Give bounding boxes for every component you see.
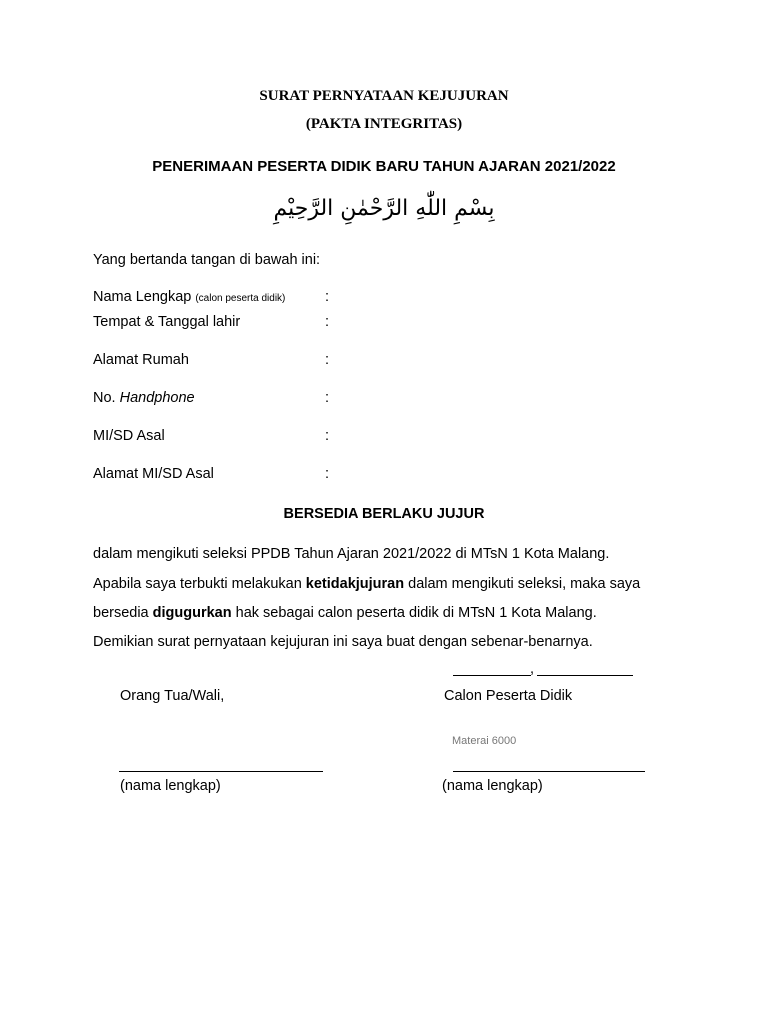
text-span: bersedia: [93, 605, 153, 621]
field-label-handphone: [93, 390, 195, 406]
field-label-text: Nama Lengkap: [93, 289, 192, 305]
field-colon: :: [325, 428, 330, 444]
text-span: dalam mengikuti seleksi, maka saya: [404, 576, 641, 592]
student-signature-line: [453, 771, 645, 772]
materai-stamp-note: Materai 6000: [452, 735, 517, 747]
intro-text: Yang bertanda tangan di bawah ini:: [93, 252, 321, 268]
date-comma: ,: [530, 661, 535, 677]
field-colon: :: [325, 466, 330, 482]
guardian-signature-line: [119, 771, 323, 772]
field-label-prefix: No.: [93, 390, 120, 406]
guardian-name-placeholder: (nama lengkap): [120, 778, 221, 794]
paragraph-line-4: Demikian surat pernyataan kejujuran ini saya buat dengan sebenar-benarnya.: [93, 634, 593, 650]
paragraph-line-1: dalam mengikuti seleksi PPDB Tahun Ajaran 2021/2022 di MTsN 1 Kota Malang.: [93, 546, 610, 562]
date-blank-line: [537, 675, 633, 676]
text-span: hak sebagai calon peserta didik di MTsN 1 Kota Malang.: [231, 605, 597, 621]
basmalah-calligraphy: بِسْمِ اللّٰهِ الرَّحْمٰنِ الرَّحِيْمِ: [273, 196, 495, 221]
field-label-nama-lengkap: [93, 289, 285, 305]
field-label-alamat-mi-sd-asal: Alamat MI/SD Asal: [93, 466, 214, 482]
field-colon: :: [325, 314, 330, 330]
paragraph-line-3: [93, 605, 597, 621]
document-heading: PENERIMAAN PESERTA DIDIK BARU TAHUN AJARAN 2021/2022: [152, 158, 616, 175]
signature-title-guardian: Orang Tua/Wali,: [120, 688, 225, 704]
paragraph-line-2: [93, 576, 640, 592]
field-label-tempat-tanggal-lahir: Tempat & Tanggal lahir: [93, 314, 241, 330]
emphasis-digugurkan: digugurkan: [152, 605, 232, 621]
field-label-note: (calon peserta didik): [195, 293, 286, 304]
student-name-placeholder: (nama lengkap): [442, 778, 543, 794]
emphasis-ketidakjujuran: ketidakjujuran: [305, 576, 405, 592]
field-label-alamat-rumah: Alamat Rumah: [93, 352, 189, 368]
signature-title-student: Calon Peserta Didik: [444, 688, 573, 704]
field-colon: :: [325, 289, 330, 305]
document-title: SURAT PERNYATAAN KEJUJURAN: [259, 88, 509, 104]
field-label-italic: Handphone: [119, 390, 195, 406]
document-subtitle: (PAKTA INTEGRITAS): [305, 116, 463, 132]
field-label-mi-sd-asal: MI/SD Asal: [93, 428, 165, 444]
field-colon: :: [325, 352, 330, 368]
statement-heading: BERSEDIA BERLAKU JUJUR: [283, 506, 485, 522]
text-span: Apabila saya terbukti melakukan: [93, 576, 306, 592]
place-blank-line: [453, 675, 531, 676]
field-colon: :: [325, 390, 330, 406]
